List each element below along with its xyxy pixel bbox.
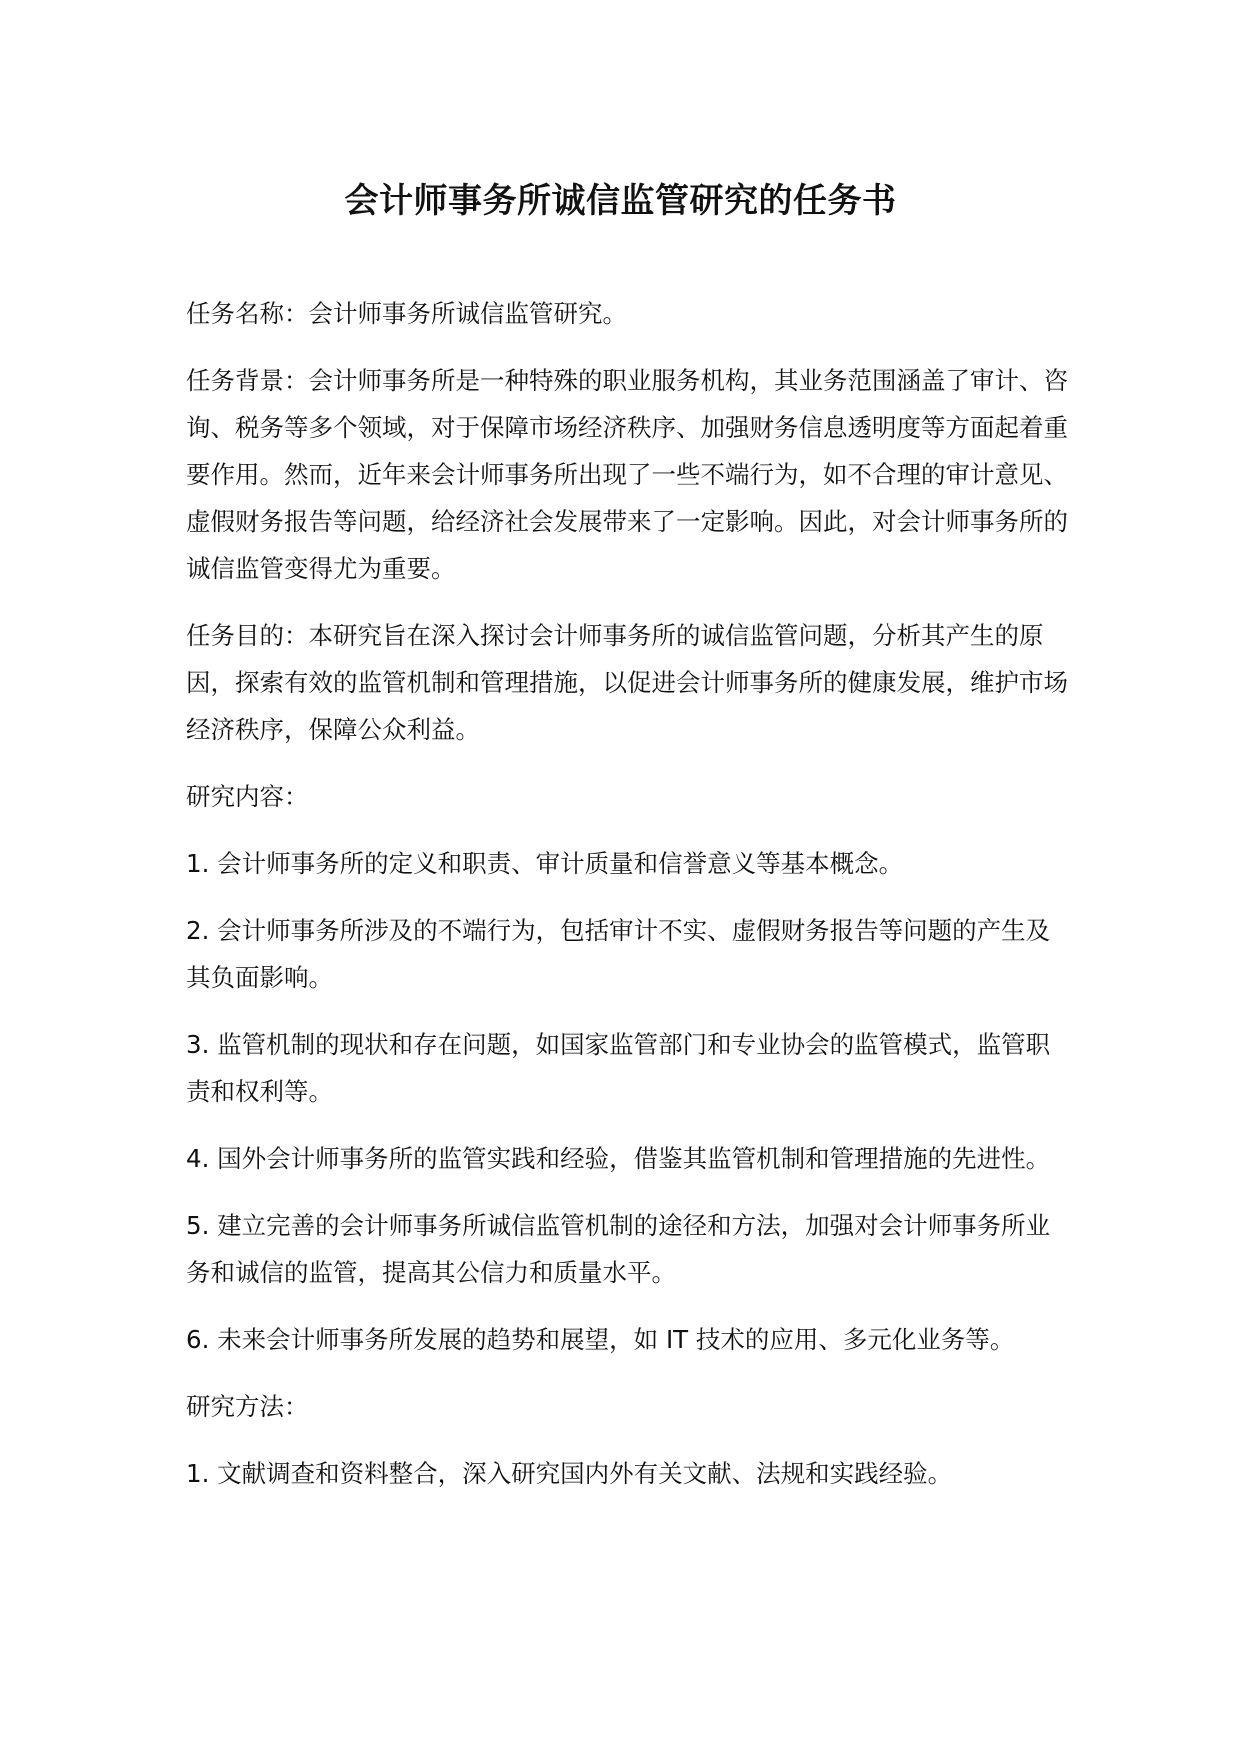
list-item: 6. 未来会计师事务所发展的趋势和展望，如 IT 技术的应用、多元化业务等。: [186, 1325, 1015, 1354]
heading-research-methods: 研究方法：: [186, 1392, 309, 1421]
list-item: 1. 会计师事务所的定义和职责、审计质量和信誉意义等基本概念。: [186, 849, 904, 878]
list-item: 1. 文献调查和资料整合，深入研究国内外有关文献、法规和实践经验。: [186, 1459, 953, 1488]
paragraph-task-background: 任务背景：会计师事务所是一种特殊的职业服务机构，其业务范围涵盖了审计、咨询、税务等多个领域，对于保障市场经济秩序、加强财务信息透明度等方面起着重要作用。然而，近年来会计师事务所出现了一些不端行为，如不合理的审计意见、虚假财务报告等问题，给经济社会发展带来了一定影响。因此，对会计师事务所的诚信监管变得尤为重要。: [186, 366, 1068, 583]
list-item: 3. 监管机制的现状和存在问题，如国家监管部门和专业协会的监管模式，监管职责和权利等。: [186, 1030, 1051, 1106]
paragraph-task-purpose: 任务目的：本研究旨在深入探讨会计师事务所的诚信监管问题，分析其产生的原因，探索有效的监管机制和管理措施，以促进会计师事务所的健康发展，维护市场经济秩序，保障公众利益。: [186, 621, 1068, 744]
list-item: 2. 会计师事务所涉及的不端行为，包括审计不实、虚假财务报告等问题的产生及其负面影响。: [186, 916, 1051, 992]
document-title: 会计师事务所诚信监管研究的任务书: [344, 181, 897, 221]
paragraph-task-name: 任务名称：会计师事务所诚信监管研究。: [186, 299, 627, 328]
heading-research-content: 研究内容：: [186, 782, 309, 811]
list-item: 4. 国外会计师事务所的监管实践和经验，借鉴其监管机制和管理措施的先进性。: [186, 1144, 1051, 1173]
document-body: [186, 290, 1071, 1517]
list-item: 5. 建立完善的会计师事务所诚信监管机制的途径和方法，加强对会计师事务所业务和诚信的监管，提高其公信力和质量水平。: [186, 1211, 1051, 1287]
